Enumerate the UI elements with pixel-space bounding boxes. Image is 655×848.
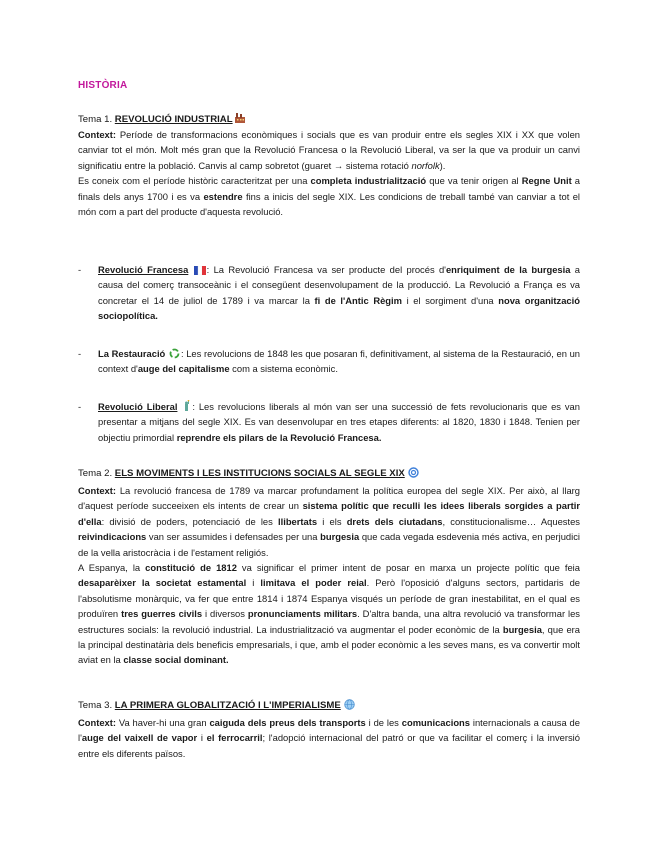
tema-1-heading (78, 112, 247, 127)
tema-2-prefix: Tema 2. (78, 468, 115, 479)
bullet-title-revolucio-francesa: Revolució Francesa (98, 264, 189, 275)
french-flag-icon (194, 266, 206, 275)
tema-1-prefix: Tema 1. (78, 114, 115, 125)
bullet-title-la-restauracio: La Restauració (98, 348, 166, 359)
tema-1-context-paragraph: Context: Període de transformacions econòmiques i socials que es van produir entre els segles XIX i XX que volen canviar tot el món. Molt més gran que la Revolució Francesa o la Revolució Liberal, va ser la que va produir un canvi significatiu entre la població. Canvis al camp sobretot (guaret → sistema rotació norfolk). (78, 129, 580, 171)
tema-2-heading (78, 467, 420, 481)
tema-3-title: LA PRIMERA GLOBALITZACIÓ I L'IMPERIALISME (114, 700, 341, 711)
statue-of-liberty-icon (182, 400, 191, 412)
tema-2-paragraph-1: Context: La revolució francesa de 1789 va marcar profundament la política europea del segle XIX. Per això, al llarg d'aquest període succeeixen els intents de crear un sistema polític que reculli les idees liberals sorgides a partir d'ella: divisió de poders, potenciació de les llibertats i els drets dels ciutadans, constitucionalisme… Aquestes reivindicacions van ser assumides i defensades per una burgesia que cada vegada esdevenia més activa, en perjudici de la vella aristocràcia i de l'estament religiós. (78, 485, 580, 558)
tema-2-context (78, 483, 580, 668)
tema-3-heading (78, 699, 356, 713)
tema-3-paragraph-1: Context: Va haver-hi una gran caiguda dels preus dels transports i de les comunicacions internacionals a causa de l'auge del vaixell de vapor i el ferrocarril; l'adopció internacional del patró or que va facilitar el comerç i la inversió entre els diferents països. (78, 717, 580, 759)
cyclone-icon (408, 467, 419, 478)
globe-icon (344, 699, 355, 710)
tema-3-context (78, 715, 580, 761)
list-item-revolucio-francesa: - Revolució Francesa : La Revolució Francesa va ser producte del procés d'enriquiment de la burgesia a causa del comerç transoceànic i el consegüent desenvolupament de la producció. La Revolució a França es va concretar el 14 de juliol de 1789 i va marcar la fi de l'Antic Règim i el sorgiment d'una nova organització sociopolítica. (78, 264, 580, 322)
tema-2-title: ELS MOVIMENTS I LES INSTITUCIONS SOCIALS AL SEGLE XIX (114, 468, 405, 479)
context-label: Context: (78, 129, 117, 140)
context-label: Context: (78, 485, 117, 496)
page-title: HISTÒRIA (78, 80, 128, 91)
list-item-la-restauracio: - La Restauració : Les revolucions de 1848 les que posaran fi, definitivament, al sistema de la Restauració, en un context d'auge del capitalisme com a sistema econòmic. (78, 348, 581, 375)
tema-2-paragraph-2: A Espanya, la constitució de 1812 va significar el primer intent de posar en marxa un projecte polític que feia desaparèixer la societat estamental i limitava el poder reial. Però l'oposició d'alguns sectors, partidaris de l'absolutisme monàrquic, va fer que entre 1814 i 1874 Espanya visqués un període de gran inestabilitat, en el qual es produïren tres guerres civils i diversos pronunciaments militars. D'altra banda, una altra revolució va transformar les estructures socials: la revolució industrial. La industrialització va augmentar el poder econòmic de la burgesia, que era la principal destinatària dels beneficis empresarials, i que, amb el poder econòmic a les seves mans, es va convertir molt aviat en la classe social dominant. (78, 562, 581, 666)
tema-1-title: REVOLUCIÓ INDUSTRIAL (114, 114, 233, 125)
tema-3-prefix: Tema 3. (78, 700, 115, 711)
recycle-icon (169, 348, 180, 359)
tema-1-paragraph-2: Es coneix com el període històric caracteritzat per una completa industrialització que va tenir origen al Regne Unit a finals dels anys 1700 i es va estendre fins a inicis del segle XIX. Les condicions de treball també van canviar a tot el món com a part del producte d'aquesta revolució. (78, 175, 581, 218)
factory-icon (234, 112, 246, 124)
context-label: Context: (78, 717, 117, 728)
bullet-title-revolucio-liberal: Revolució Liberal (98, 401, 178, 412)
tema-1-context (78, 127, 580, 219)
list-item-revolucio-liberal: - Revolució Liberal : Les revolucions liberals al món van ser una successió de fets revolucionaris que es van presentar a mitjans del segle XIX. Es van desenvolupar en tres etapes diferents: al 1820, 1830 i 1848. Tenien per objectiu primordial reprendre els pilars de la Revolució Francesa. (78, 401, 580, 443)
